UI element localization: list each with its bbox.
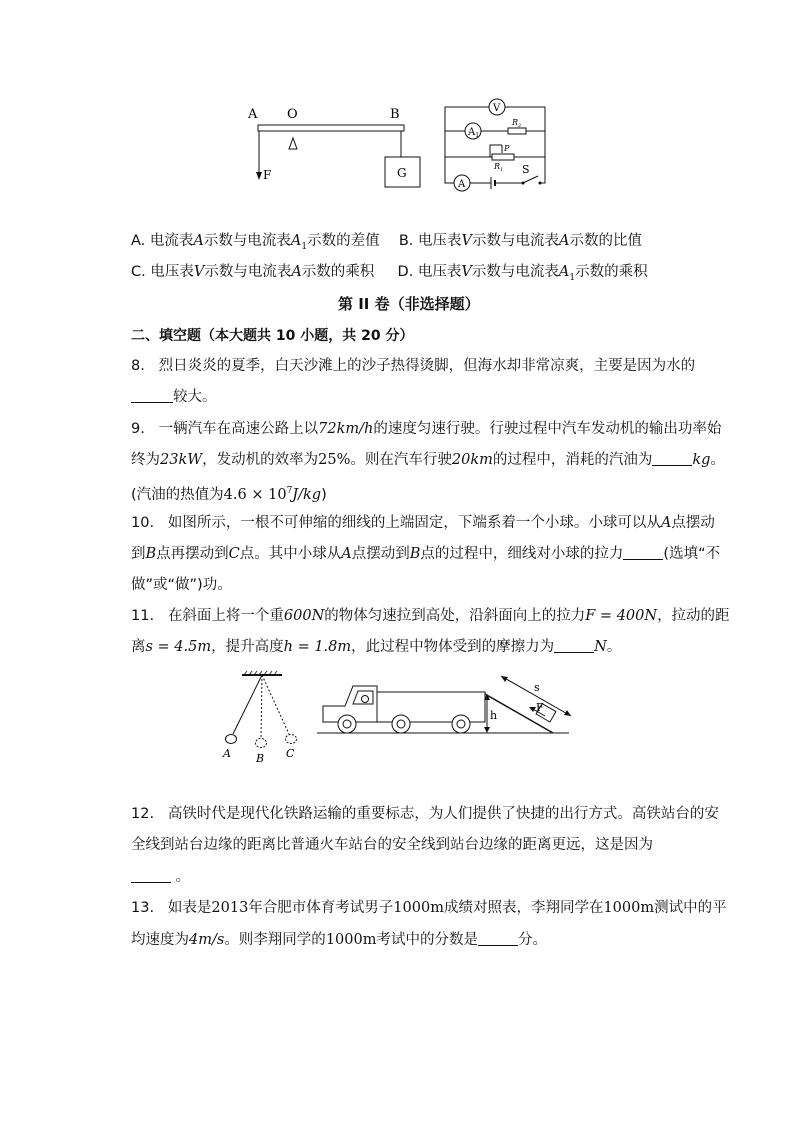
option-C[interactable]: C. 电压表V示数与电流表A示数的乘积 [131, 264, 375, 280]
q9-answer-blank[interactable] [652, 451, 692, 466]
ammeter-a1-label: $A_1$ [468, 127, 480, 139]
F-arrow-head [529, 707, 536, 712]
q12-line1: 12. 高铁时代是现代化铁路运输的重要标志，为人们提供了快捷的出行方式。高铁站台的安 [131, 806, 719, 822]
q9-line2: 终为23kW，发动机的效率为25%。则在汽车行驶20km的过程中，消耗的汽油为 kg。 [131, 452, 725, 468]
resistor-r2 [508, 128, 526, 134]
switch-label: S [522, 163, 530, 176]
label-C: C [286, 747, 295, 760]
circuit-figure [440, 97, 552, 195]
label-G: G [397, 166, 407, 180]
wheel-rear [452, 715, 470, 733]
option-A[interactable]: A. 电流表A示数与电流表$A_1$示数的差值 [131, 233, 380, 252]
label-s: s [534, 681, 540, 694]
q9-line3: (汽油的热值为$4.6 \times 10^7J/kg$) [131, 486, 327, 503]
driver [362, 696, 369, 703]
q12-line3: 。 [131, 867, 190, 887]
q11-line2: 离s = 4.5m，提升高度h = 1.8m，此过程中物体受到的摩擦力为 N。 [131, 639, 622, 655]
q12-line2: 全线到站台边缘的距离比普通火车站台的安全线到站台边缘的距离更远，这是因为 [131, 837, 653, 853]
ball-C [286, 735, 297, 744]
string-C [262, 675, 289, 734]
wheel-front [338, 715, 356, 733]
string-A [233, 675, 262, 734]
q11-line1: 11. 在斜面上将一个重600N的物体匀速拉到高处，沿斜面向上的拉力F = 400N，拉动的距 [131, 608, 730, 624]
q13-line1: 13. 如表是2013年合肥市体育考试男子1000m成绩对照表，李翔同学在1000m测试中的平 [131, 900, 727, 916]
options-row-1 [131, 231, 642, 257]
label-O: O [287, 107, 298, 122]
q13-line2: 均速度为4m/s。则李翔同学的1000m考试中的分数是 分。 [131, 932, 547, 948]
part2-title: 第 II 卷（非选择题） [338, 295, 480, 313]
option-D[interactable]: D. 电压表V示数与电流表$A_1$示数的乘积 [397, 264, 648, 283]
lever-figure [240, 100, 430, 192]
q8-line1: 8. 烈日炎炎的夏季，白天沙滩上的沙子热得烫脚，但海水却非常凉爽，主要是因为水的 [131, 358, 696, 374]
arrow-head [256, 172, 262, 180]
label-A: A [248, 107, 258, 122]
q10-line3: 做”或“做”)功。 [131, 577, 232, 593]
q9-line1: 9. 一辆汽车在高速公路上以72km/h的速度匀速行驶。行驶过程中汽车发动机的输出功率始 [131, 421, 722, 437]
resistor-r2-label: $R_2$ [512, 118, 522, 129]
string-B [261, 675, 262, 738]
label-F: F [263, 168, 272, 182]
q12-answer-blank[interactable] [131, 868, 171, 883]
q13-answer-blank[interactable] [478, 931, 518, 946]
incline-figure [315, 666, 575, 742]
h-arrow-bottom [484, 727, 490, 733]
label-F: F [536, 701, 544, 714]
rheostat-r1 [492, 154, 514, 160]
q8-answer-blank[interactable] [131, 388, 173, 403]
q10-line2: 到B点再摆动到C点。其中小球从A点摆动到B点的过程中，细线对小球的拉力 (选填“不 [131, 546, 721, 562]
slider-label: P [504, 144, 510, 153]
section-title: 二、填空题（本大题共 10 小题，共 20 分） [131, 328, 414, 344]
label-B: B [390, 107, 400, 122]
q11-answer-blank[interactable] [554, 638, 594, 653]
label-h: h [490, 709, 498, 722]
ball-A [226, 735, 237, 744]
ammeter-a-label: A [458, 179, 466, 190]
truck-bed [377, 692, 485, 722]
rheostat-r1-label: $R_1$ [494, 162, 504, 173]
lever-bar [258, 125, 404, 131]
q10-line1: 10. 如图所示，一根不可伸缩的细线的上端固定，下端系着一个小球。小球可以从A点摆动 [131, 515, 715, 531]
ball-B [256, 739, 267, 748]
pendulum-figure [218, 670, 308, 766]
options-row-2 [131, 262, 648, 288]
option-B[interactable]: B. 电压表V示数与电流表A示数的比值 [398, 233, 642, 249]
q10-answer-blank[interactable] [623, 545, 663, 560]
voltmeter-label: V [493, 103, 501, 114]
fulcrum [289, 138, 297, 149]
label-B: B [256, 752, 265, 765]
wheel-middle [392, 715, 410, 733]
q8-line2: 较大。 [131, 387, 217, 407]
label-A: A [223, 747, 231, 760]
